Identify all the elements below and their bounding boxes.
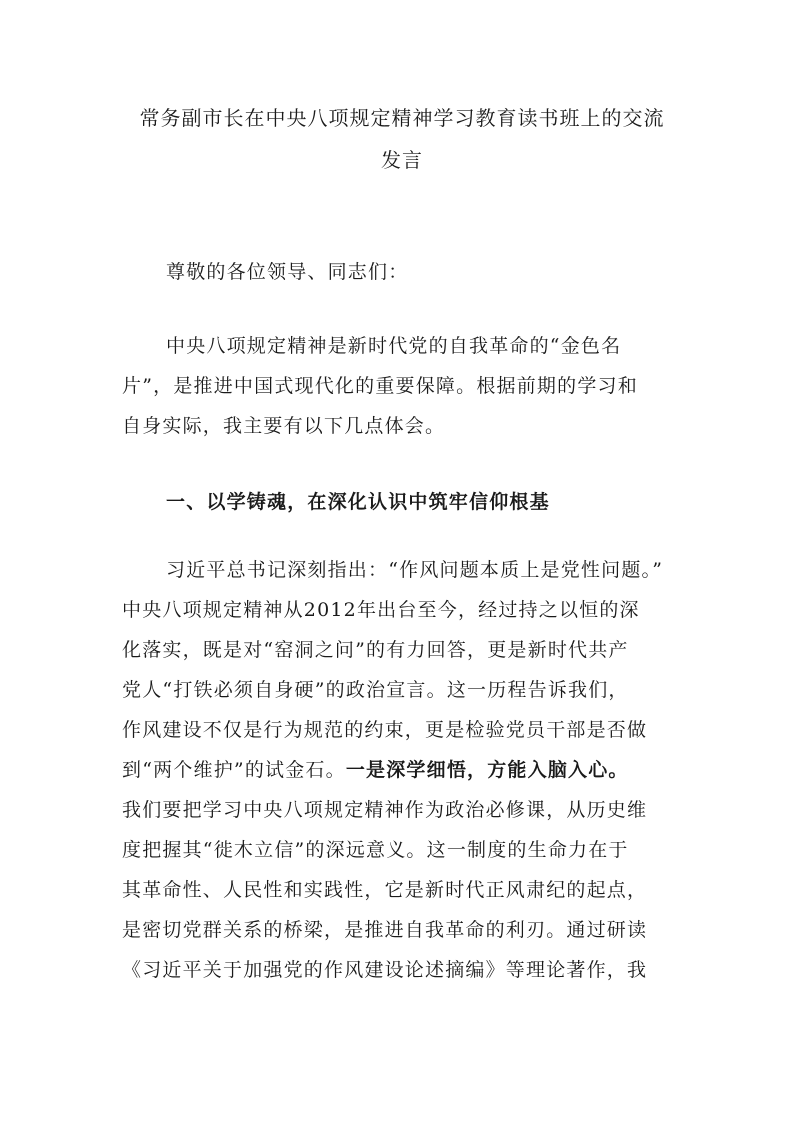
body-line-4: 党人“打铁必须自身硬”的政治宣言。这一历程告诉我们，	[122, 679, 629, 701]
key-point-bold: 一是深学细悟，方能入脑入心。	[345, 759, 629, 781]
intro-line-1: 中央八项规定精神是新时代党的自我革命的“金色名	[166, 335, 622, 357]
document-title: 常务副市长在中央八项规定精神学习教育读书班上的交流	[139, 106, 665, 130]
body-line-6-text: 到“两个维护”的试金石。	[122, 759, 346, 781]
body-line-6	[122, 756, 682, 784]
body-line-9: 其革命性、人民性和实践性，它是新时代正风肃纪的起点，	[122, 879, 648, 901]
body-line-1: 习近平总书记深刻指出：“作风问题本质上是党性问题。”	[166, 559, 664, 581]
document-title-continued: 发言	[381, 148, 423, 172]
body-line-7: 我们要把学习中央八项规定精神作为政治必修课，从历史维	[122, 799, 648, 821]
body-line-5: 作风建设不仅是行为规范的约束，更是检验党员干部是否做	[122, 719, 648, 741]
body-line-8: 度把握其“徙木立信”的深远意义。这一制度的生命力在于	[122, 839, 629, 861]
body-line-10: 是密切党群关系的桥梁，是推进自我革命的利刃。通过研读	[122, 919, 648, 941]
intro-line-2: 片”，是推进中国式现代化的重要保障。根据前期的学习和	[122, 375, 638, 397]
body-line-3: 化落实，既是对“窑洞之问”的有力回答，更是新时代共产	[122, 639, 629, 661]
intro-line-3: 自身实际，我主要有以下几点体会。	[122, 415, 446, 437]
body-line-11: 《习近平关于加强党的作风建设论述摘编》等理论著作，我	[122, 959, 648, 981]
section-heading: 一、以学铸魂，在深化认识中筑牢信仰根基	[166, 491, 550, 513]
body-line-2: 中央八项规定精神从2012年出台至今，经过持之以恒的深	[122, 599, 640, 621]
salutation: 尊敬的各位领导、同志们：	[166, 261, 409, 283]
